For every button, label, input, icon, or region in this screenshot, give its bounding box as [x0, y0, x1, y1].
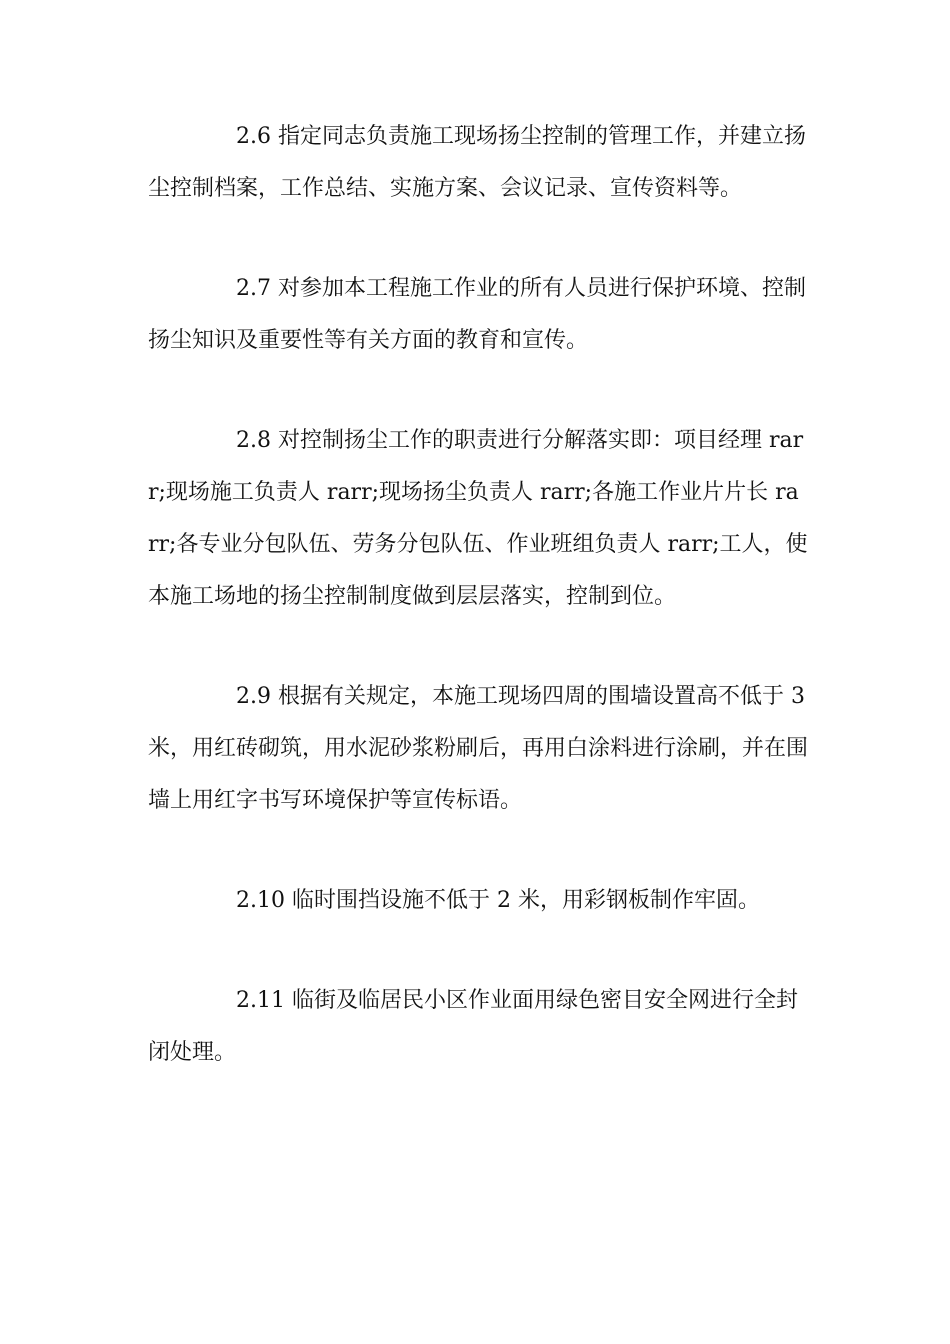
paragraph-2-11: 2.11 临街及临居民小区作业面用绿色密目安全网进行全封闭处理。 [148, 988, 798, 1065]
paragraph-2-8: 2.8 对控制扬尘工作的职责进行分解落实即：项目经理 rarr;现场施工负责人 rarr;现场扬尘负责人 rarr;各施工作业片片长 rarr;各专业分包队伍、劳务分包队伍、作业班组负责人 rarr;工人，使本施工场地的扬尘控制制度做到层层落实，控制到位。 [148, 428, 808, 609]
paragraph-2-10: 2.10 临时围挡设施不低于 2 米，用彩钢板制作牢固。 [236, 888, 760, 913]
paragraph-2-7: 2.7 对参加本工程施工作业的所有人员进行保护环境、控制扬尘知识及重要性等有关方面的教育和宣传。 [148, 276, 806, 353]
paragraph-2-9: 2.9 根据有关规定，本施工现场四周的围墙设置高不低于 3 米，用红砖砌筑，用水泥砂浆粉刷后，再用白涂料进行涂刷，并在围墙上用红字书写环境保护等宣传标语。 [148, 684, 809, 813]
paragraph-2-6: 2.6 指定同志负责施工现场扬尘控制的管理工作，并建立扬尘控制档案，工作总结、实施方案、会议记录、宣传资料等。 [148, 124, 806, 201]
document-body [148, 111, 808, 1127]
